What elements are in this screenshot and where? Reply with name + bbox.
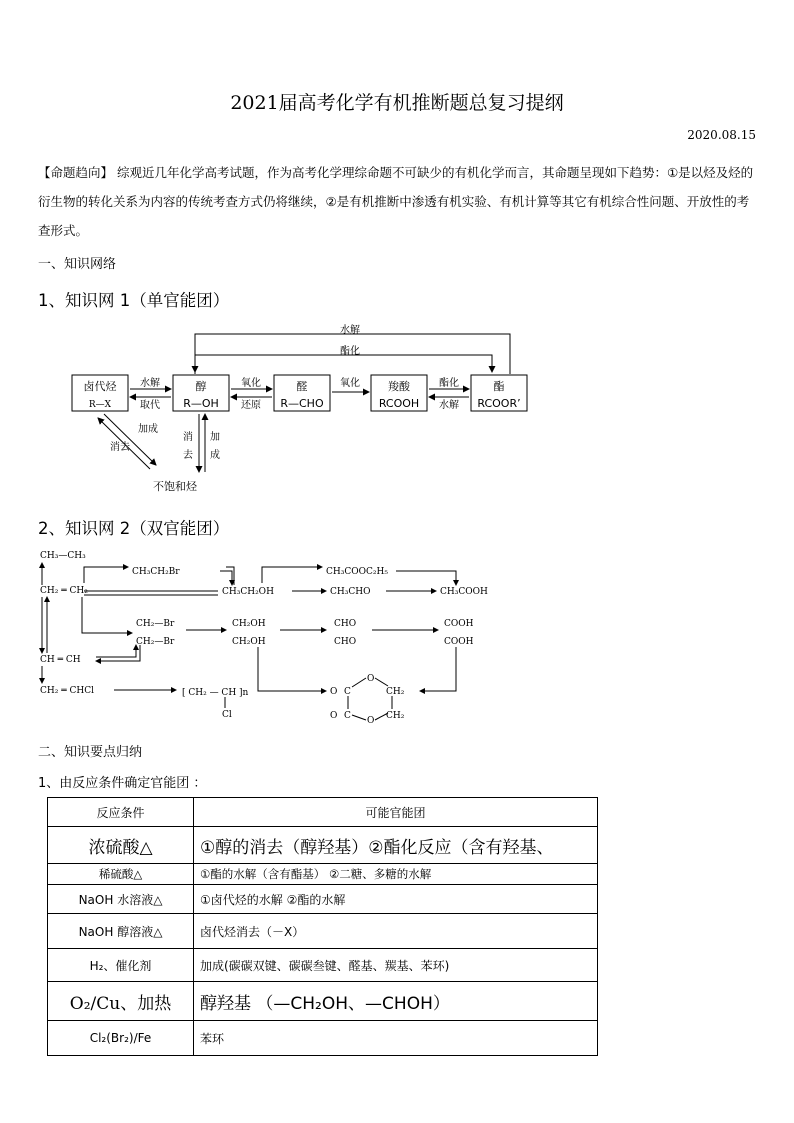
glyoxal-bottom: CHO — [334, 637, 357, 647]
net1-top-label-esterification: 酯化 — [340, 346, 360, 357]
glyoxal-top: CHO — [334, 619, 357, 629]
glycol-top: CH₂OH — [232, 619, 266, 629]
ring-carbon-2: C — [344, 711, 351, 721]
acetaldehyde: CH₃CHO — [330, 587, 371, 597]
vert-label-1: 消 — [183, 432, 193, 443]
cell-condition: H₂、催化剂 — [48, 949, 194, 982]
arrow-label-oxidation-2: 氧化 — [340, 378, 360, 389]
table-row — [48, 1021, 598, 1056]
cell-group: 卤代烃消去（－X） — [194, 914, 598, 949]
table-row — [48, 982, 598, 1021]
box-haloalkane-name: 卤代烃 — [83, 380, 117, 393]
header-condition: 反应条件 — [48, 798, 194, 827]
box-alcohol-formula: R—OH — [183, 397, 219, 410]
net1-title: 1、知识网 1（单官能团） — [38, 291, 230, 310]
ethyl-acetate: CH₃COOC₂H₅ — [326, 567, 388, 577]
vert-label-4: 成 — [210, 450, 220, 461]
ring-carbon-1: C — [344, 687, 351, 697]
cell-condition: 稀硫酸△ — [48, 864, 194, 885]
intro-paragraph: 【命题趋向】 综观近几年化学高考试题，作为高考化学理综命题不可缺少的有机化学而言，其命题呈现如下趋势：①是以烃及烃的衍生物的转化关系为内容的传统考查方式仍将继续，②是有机推断中渗透有机实验、有机计算等其它有机综合性问题、开放性的考查形式。 — [38, 165, 754, 238]
pvc: [ CH₂ — CH ]n — [182, 688, 249, 698]
cell-condition: 浓硫酸△ — [48, 827, 194, 864]
acetylene: CH ═ CH — [40, 655, 81, 665]
cell-condition: O₂/Cu、加热 — [48, 982, 194, 1021]
pvc-chlorine: Cl — [222, 710, 232, 720]
box-acid-name: 羧酸 — [388, 380, 410, 393]
vert-label-3: 加 — [210, 432, 220, 443]
table-row — [48, 885, 598, 914]
ring-oxygen-3: O — [330, 711, 338, 721]
ring-oxygen-4: O — [367, 716, 375, 725]
dibromoethane-bottom: CH₂—Br — [136, 637, 175, 647]
bromoethane: CH₃CH₂Br — [132, 567, 180, 577]
cell-condition: Cl₂(Br₂)/Fe — [48, 1021, 194, 1056]
oxalic-acid-bottom: COOH — [444, 637, 474, 647]
dibromoethane-top: CH₂—Br — [136, 619, 175, 629]
table-row — [48, 827, 598, 864]
diag-label-addition: 加成 — [138, 424, 158, 435]
vinyl-chloride: CH₂ ═ CHCl — [40, 686, 94, 696]
ring-oxygen-2: O — [367, 674, 375, 684]
ring-oxygen-1: O — [330, 687, 338, 697]
arrow-label-esterification: 酯化 — [439, 378, 459, 389]
table-row — [48, 864, 598, 885]
oxalic-acid-top: COOH — [444, 619, 474, 629]
cell-group: ①酯的水解（含有酯基） ②二糖、多糖的水解 — [194, 864, 598, 885]
diag-label-elimination: 消去 — [110, 442, 130, 453]
box-haloalkane-formula: R—X — [88, 400, 112, 410]
box-ester-formula: RCOOR’ — [477, 397, 521, 410]
table-row — [48, 949, 598, 982]
unsaturated-hydrocarbon-label: 不饱和烃 — [153, 480, 197, 493]
ring-ch2-2: CH₂ — [386, 711, 405, 721]
ethylene: CH₂ ═ CH₂ — [40, 586, 88, 596]
cell-condition: NaOH 水溶液△ — [48, 885, 194, 914]
date: 2020.08.15 — [687, 128, 756, 142]
arrow-label-oxidation-1: 氧化 — [241, 378, 261, 389]
header-functional-group: 可能官能团 — [194, 798, 598, 827]
arrow-label-reduction: 还原 — [241, 400, 261, 411]
section-heading-2: 二、知识要点归纳 — [38, 745, 143, 760]
table-title: 1、由反应条件确定官能团 ： — [38, 776, 207, 791]
reaction-condition-table — [47, 797, 598, 1056]
acetic-acid: CH₃COOH — [440, 587, 488, 597]
vert-label-2: 去 — [183, 450, 193, 461]
table-header-row — [48, 798, 598, 827]
box-aldehyde-name: 醛 — [296, 380, 308, 393]
ethanol: CH₃CH₂OH — [222, 587, 274, 597]
ring-ch2-1: CH₂ — [386, 687, 405, 697]
arrow-label-hydrolysis-2: 水解 — [439, 400, 459, 411]
box-aldehyde-formula: R—CHO — [280, 397, 324, 410]
knowledge-net-2-diagram — [36, 545, 516, 725]
box-acid-formula: RCOOH — [378, 397, 420, 410]
arrow-label-hydrolysis: 水解 — [140, 378, 160, 389]
arrow-label-substitution: 取代 — [140, 400, 160, 411]
box-ester-name: 酯 — [493, 380, 505, 393]
glycol-bottom: CH₂OH — [232, 637, 266, 647]
cell-group: 苯环 — [194, 1021, 598, 1056]
cell-group: 加成(碳碳双键、碳碳叁键、醛基、羰基、苯环) — [194, 949, 598, 982]
cell-group: 醇羟基 （—CH₂OH、—CHOH） — [194, 982, 598, 1021]
section-heading-1: 一、知识网络 — [38, 257, 117, 272]
page-title: 2021届高考化学有机推断题总复习提纲 — [230, 92, 564, 114]
box-alcohol-name: 醇 — [195, 380, 207, 393]
knowledge-net-1-diagram — [60, 322, 540, 502]
ethane: CH₃—CH₃ — [40, 551, 86, 561]
net1-top-label-hydrolysis: 水解 — [340, 325, 360, 336]
net2-title: 2、知识网 2（双官能团） — [38, 519, 230, 538]
cell-group: ①醇的消去（醇羟基）②酯化反应（含有羟基、 — [194, 827, 598, 864]
table-row — [48, 914, 598, 949]
cell-condition: NaOH 醇溶液△ — [48, 914, 194, 949]
cell-group: ①卤代烃的水解 ②酯的水解 — [194, 885, 598, 914]
